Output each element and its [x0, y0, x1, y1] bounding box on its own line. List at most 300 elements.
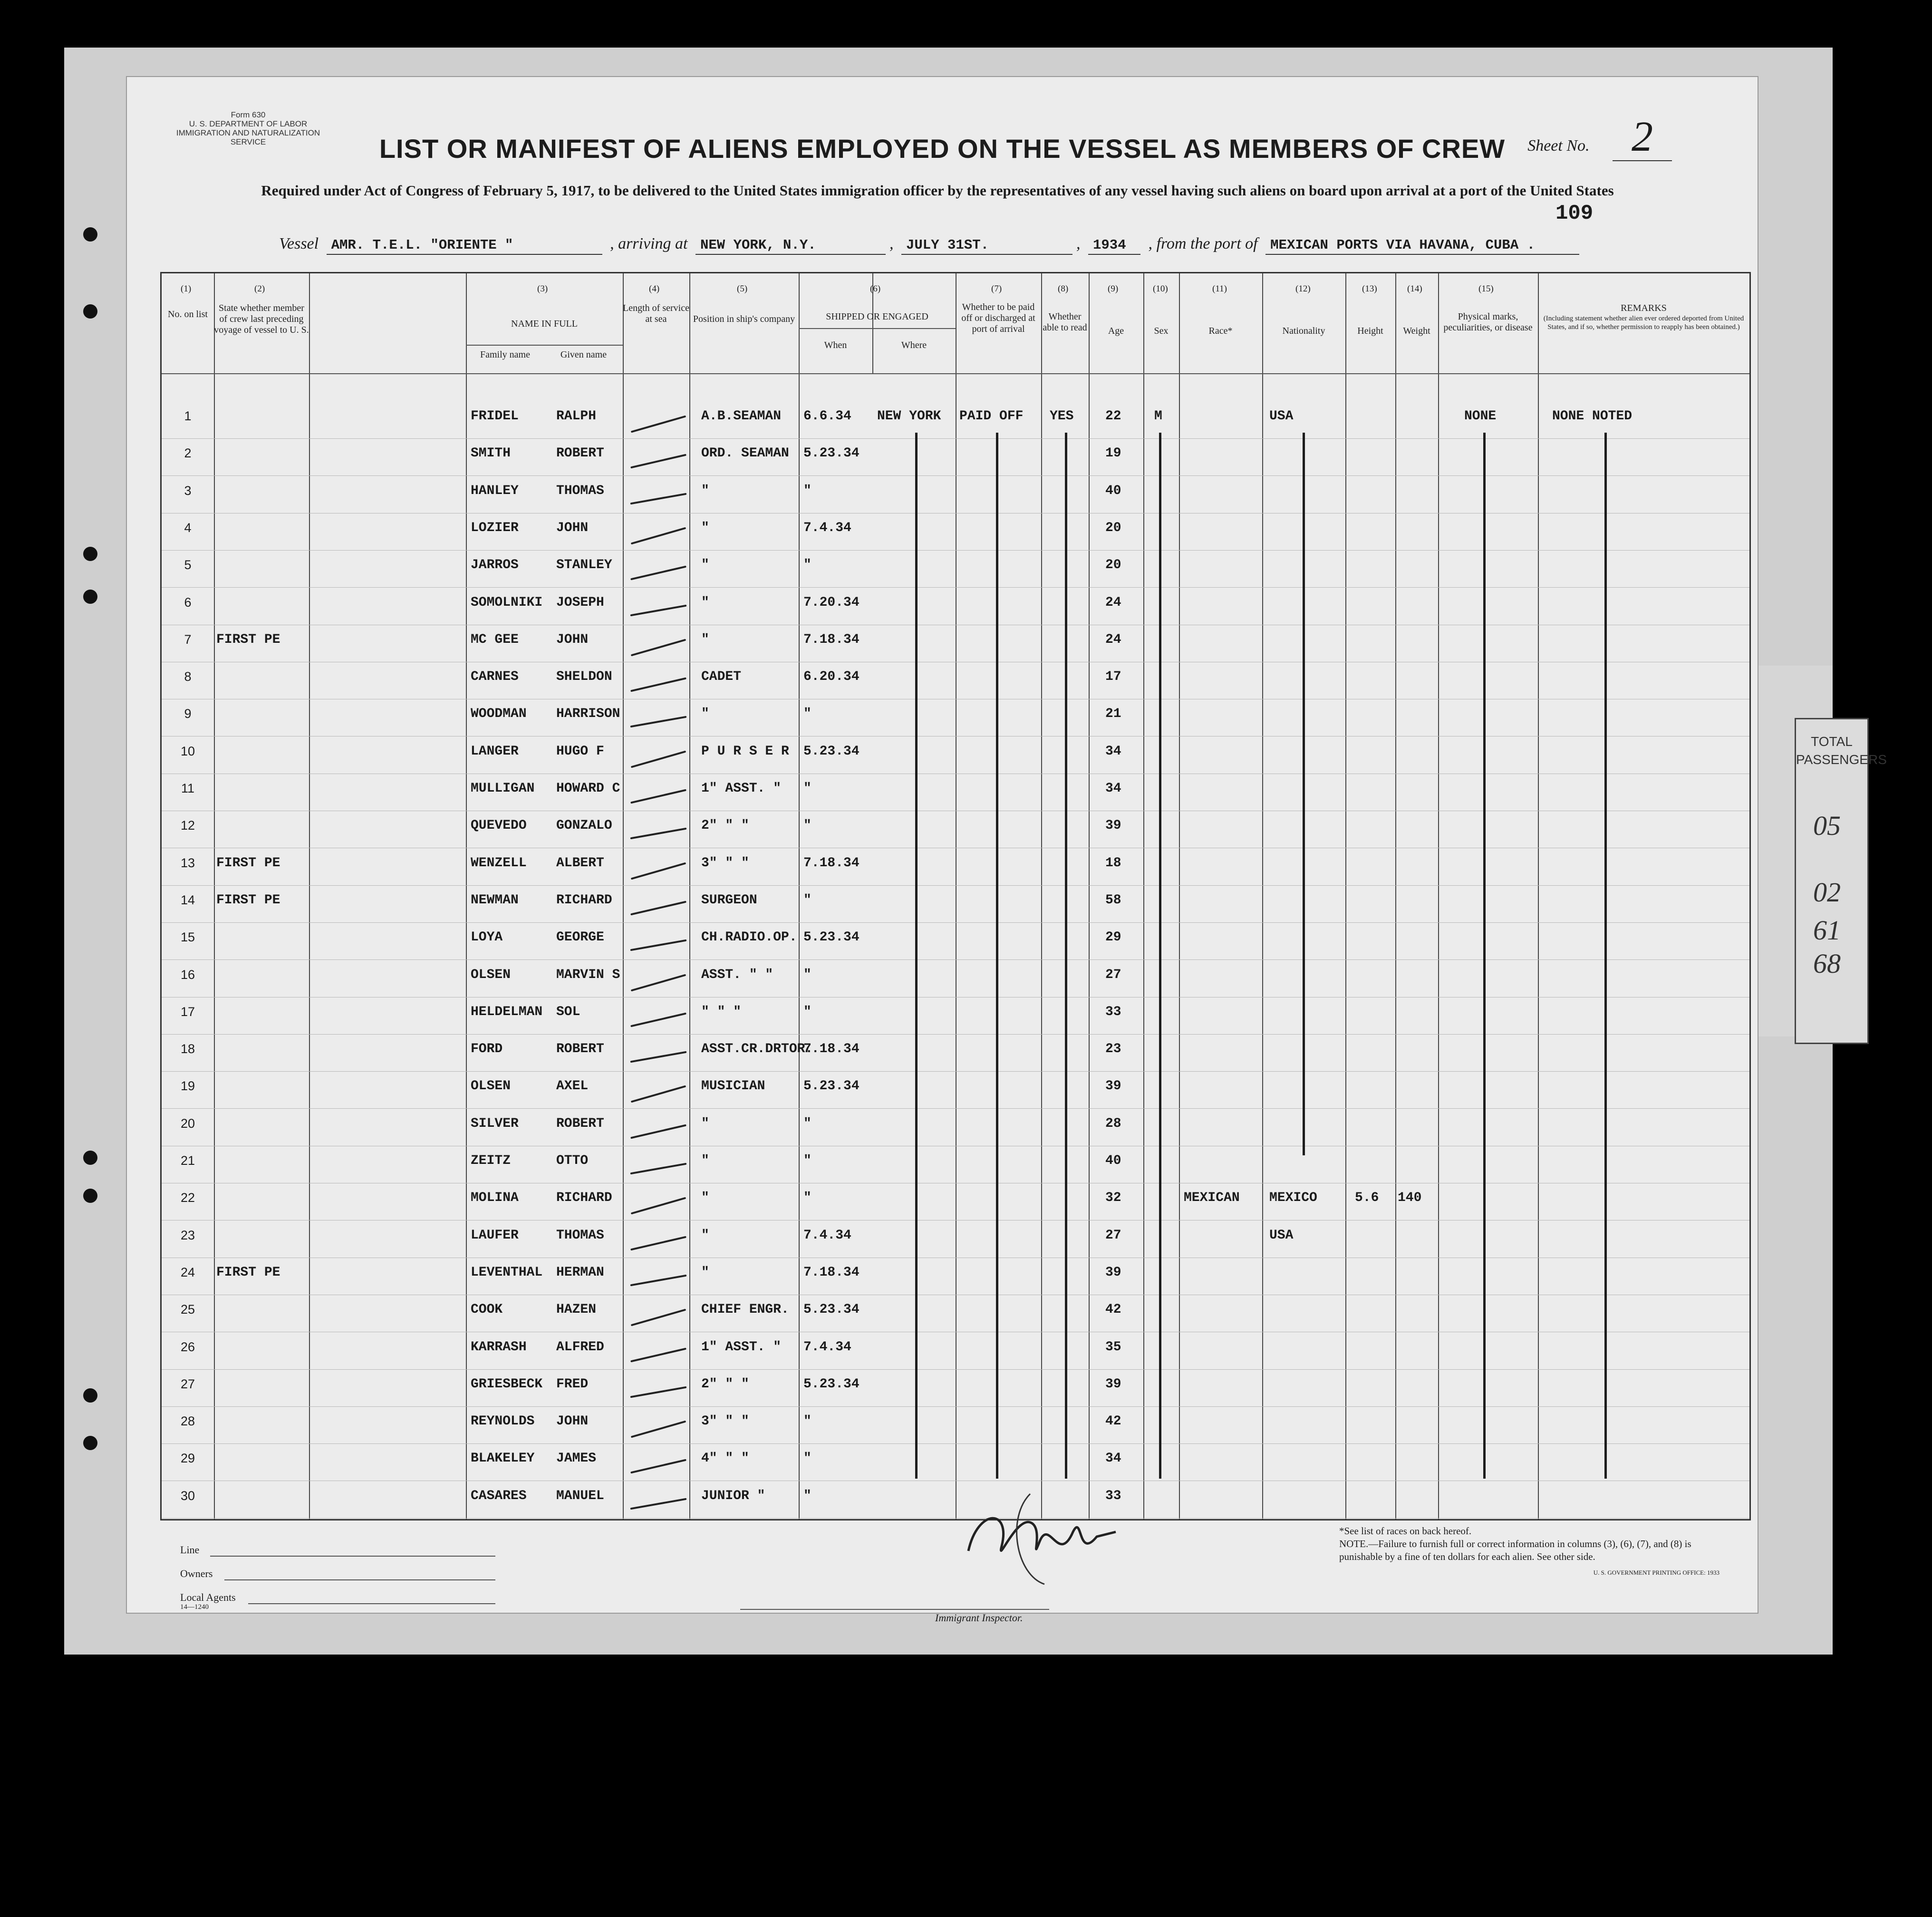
age: 17	[1105, 669, 1121, 685]
shipped-date: "	[803, 967, 811, 982]
row-rule	[162, 1443, 1749, 1444]
service-length-mark	[630, 1124, 686, 1139]
sheet-number-label: Sheet No.	[1527, 137, 1590, 155]
column-header: (Including statement whether alien ever ordered deported from United States, and if so, whether permission to reapply has been obtained.)	[1543, 315, 1744, 331]
service-length-mark	[631, 639, 686, 656]
arrival-port: NEW YORK, N.Y.	[696, 237, 886, 255]
binding-hole	[83, 304, 97, 319]
age: 39	[1105, 1265, 1121, 1280]
age: 40	[1105, 483, 1121, 498]
service-length-mark	[631, 1309, 686, 1326]
given-name: AXEL	[556, 1079, 589, 1094]
shipped-date: "	[803, 707, 811, 722]
given-name: ROBERT	[556, 446, 604, 461]
crew-table	[160, 272, 1751, 1520]
vessel-name: AMR. T.E.L. "ORIENTE "	[327, 237, 602, 255]
arrival-year: 1934	[1088, 237, 1140, 255]
service-length-mark	[630, 939, 687, 951]
row-number: 24	[180, 1265, 195, 1279]
shipped-date: "	[803, 1488, 811, 1503]
passenger-tally-card	[1795, 718, 1887, 1044]
position: 4" " "	[701, 1451, 749, 1466]
row-number: 16	[180, 967, 195, 982]
ditto-line	[1303, 433, 1305, 1155]
row-number: 26	[180, 1339, 195, 1354]
given-name: RICHARD	[556, 1191, 612, 1206]
service-length-mark	[631, 1197, 686, 1215]
family-name: FORD	[471, 1042, 503, 1057]
position: 3" " "	[701, 855, 749, 871]
row-number: 10	[180, 744, 195, 758]
family-name: BLAKELEY	[471, 1451, 535, 1466]
row-rule	[162, 438, 1749, 439]
fill-line	[210, 1556, 495, 1557]
tally-mark: 02	[1813, 877, 1841, 908]
position: "	[701, 1265, 709, 1280]
column-number: (9)	[1108, 284, 1119, 294]
tally-mark: 61	[1813, 915, 1841, 946]
shipped-date: "	[803, 1004, 811, 1019]
row-number: 12	[180, 818, 195, 833]
column-number: (3)	[537, 284, 548, 294]
column-header: Given name	[560, 349, 607, 360]
service-length-mark	[630, 1051, 687, 1063]
given-name: THOMAS	[556, 1228, 604, 1243]
previous-voyage: FIRST PE	[216, 855, 280, 871]
position: CADET	[701, 669, 742, 685]
row-number: 22	[180, 1191, 195, 1205]
family-name: WENZELL	[471, 855, 527, 871]
service-length-mark	[631, 750, 686, 768]
shipped-date: 7.4.34	[803, 520, 851, 535]
header-rule	[466, 345, 623, 346]
age: 33	[1105, 1004, 1121, 1019]
position: "	[701, 483, 709, 498]
position: "	[701, 632, 709, 647]
agents-label: Local Agents	[180, 1591, 236, 1603]
shipped-date: "	[803, 1116, 811, 1131]
binding-hole	[83, 590, 97, 604]
inspector-label: Immigrant Inspector.	[935, 1612, 1023, 1624]
age: 28	[1105, 1116, 1121, 1131]
printer-mark: U. S. GOVERNMENT PRINTING OFFICE: 1933	[1593, 1569, 1719, 1576]
age: 23	[1105, 1042, 1121, 1057]
row-number: 8	[184, 669, 192, 684]
given-name: SHELDON	[556, 669, 612, 685]
ditto-line	[1483, 433, 1486, 1479]
family-name: LANGER	[471, 744, 519, 759]
row-number: 7	[184, 632, 192, 647]
shipped-date: 6.20.34	[803, 669, 860, 685]
given-name: ROBERT	[556, 1116, 604, 1131]
footnote	[1339, 1525, 1719, 1579]
row-rule	[162, 885, 1749, 886]
previous-voyage: FIRST PE	[216, 1265, 280, 1280]
family-name: GRIESBECK	[471, 1376, 543, 1392]
service-length-mark	[631, 416, 686, 433]
service-length-mark	[630, 1275, 687, 1287]
given-name: OTTO	[556, 1153, 589, 1168]
given-name: HUGO F	[556, 744, 604, 759]
row-number: 25	[180, 1302, 195, 1317]
arriving-label: , arriving at	[610, 235, 688, 252]
family-name: HELDELMAN	[471, 1004, 543, 1019]
family-name: WOODMAN	[471, 707, 527, 722]
shipped-date: "	[803, 818, 811, 833]
age: 42	[1105, 1414, 1121, 1429]
shipped-date: 5.23.34	[803, 744, 860, 759]
row-number: 14	[180, 892, 195, 907]
row-rule	[162, 922, 1749, 923]
column-number: (12)	[1295, 284, 1311, 294]
age: 19	[1105, 446, 1121, 461]
age: 34	[1105, 744, 1121, 759]
position: "	[701, 1191, 709, 1206]
given-name: HAZEN	[556, 1302, 597, 1317]
sheet-number: 2	[1613, 113, 1672, 161]
service-length-mark	[630, 454, 686, 469]
given-name: RALPH	[556, 409, 597, 424]
family-name: LOYA	[471, 930, 503, 945]
age: 27	[1105, 967, 1121, 982]
family-name: NEWMAN	[471, 892, 519, 908]
inspector-signature	[959, 1489, 1159, 1589]
age: 34	[1105, 781, 1121, 796]
column-number: (15)	[1478, 284, 1494, 294]
row-number: 6	[184, 595, 192, 610]
column-number: (11)	[1212, 284, 1227, 294]
family-name: JARROS	[471, 558, 519, 573]
vessel-line: Vessel AMR. T.E.L. "ORIENTE " , arriving at NEW YORK, N.Y. , JULY 31ST. , 1934 , from the port of MEXICAN PORTS VIA HAVANA, CUBA .	[279, 235, 1583, 255]
column-header: When	[824, 340, 847, 350]
column-header: No. on list	[168, 309, 208, 320]
family-name: HANLEY	[471, 483, 519, 498]
family-name: SMITH	[471, 446, 511, 461]
column-header: State whether member of crew last preceding voyage of vessel to U. S.	[214, 303, 309, 335]
position: CH.RADIO.OP.	[701, 930, 797, 945]
family-name: COOK	[471, 1302, 503, 1317]
shipped-date: 5.23.34	[803, 1302, 860, 1317]
family-name: REYNOLDS	[471, 1414, 535, 1429]
shipped-date: "	[803, 892, 811, 908]
shipped-date: "	[803, 1153, 811, 1168]
shipped-date: 7.18.34	[803, 632, 860, 647]
position: ORD. SEAMAN	[701, 446, 789, 461]
given-name: JOHN	[556, 520, 589, 535]
position: SURGEON	[701, 892, 757, 908]
shipped-date: 7.20.34	[803, 595, 860, 610]
position: 1" ASST. "	[701, 1339, 782, 1355]
column-number: (8)	[1058, 284, 1069, 294]
age: 33	[1105, 1488, 1121, 1503]
column-header: Height	[1357, 326, 1383, 336]
column-number: (7)	[991, 284, 1002, 294]
given-name: FRED	[556, 1376, 589, 1392]
row-number: 19	[180, 1079, 195, 1094]
age: 58	[1105, 892, 1121, 908]
service-length-mark	[630, 828, 687, 840]
row-number: 13	[180, 855, 195, 870]
position: "	[701, 1228, 709, 1243]
form-department: U. S. DEPARTMENT OF LABOR	[189, 119, 308, 128]
given-name: ALBERT	[556, 855, 604, 871]
age: 18	[1105, 855, 1121, 871]
column-header: NAME IN FULL	[511, 319, 578, 329]
family-name: OLSEN	[471, 967, 511, 982]
column-header: SHIPPED OR ENGAGED	[826, 311, 928, 322]
service-length-mark	[630, 716, 687, 728]
position: "	[701, 520, 709, 535]
fill-line	[248, 1603, 495, 1604]
service-length-mark	[630, 1498, 687, 1510]
row-number: 17	[180, 1004, 195, 1019]
age: 39	[1105, 1079, 1121, 1094]
agents-code: 14—1240	[180, 1603, 209, 1611]
weight: 140	[1398, 1191, 1422, 1206]
family-name: MC GEE	[471, 632, 519, 647]
row-number: 23	[180, 1228, 195, 1242]
shipped-date: 7.18.34	[803, 855, 860, 871]
fill-line	[224, 1579, 495, 1580]
position: CHIEF ENGR.	[701, 1302, 789, 1317]
service-length-mark	[630, 678, 686, 692]
family-name: LOZIER	[471, 520, 519, 535]
ditto-line	[915, 433, 918, 1479]
row-rule	[162, 1518, 1749, 1519]
family-name: SILVER	[471, 1116, 519, 1131]
service-length-mark	[631, 527, 686, 544]
vessel-label: Vessel	[279, 235, 319, 252]
service-length-mark	[631, 862, 686, 880]
sex: M	[1154, 409, 1162, 424]
age: 22	[1105, 409, 1121, 424]
position: P U R S E R	[701, 744, 789, 759]
row-rule	[162, 1406, 1749, 1407]
given-name: ALFRED	[556, 1339, 604, 1355]
position: "	[701, 1116, 709, 1131]
page-title: LIST OR MANIFEST OF ALIENS EMPLOYED ON THE VESSEL AS MEMBERS OF CREW	[379, 134, 1506, 164]
row-rule	[162, 587, 1749, 588]
family-name: MULLIGAN	[471, 781, 535, 796]
age: 24	[1105, 632, 1121, 647]
race-footnote: *See list of races on back hereof.	[1339, 1525, 1472, 1537]
family-name: QUEVEDO	[471, 818, 527, 833]
shipped-date: 5.23.34	[803, 1079, 860, 1094]
age: 39	[1105, 818, 1121, 833]
column-number: (4)	[649, 284, 660, 294]
row-number: 5	[184, 558, 192, 572]
column-header: Where	[901, 340, 927, 350]
age: 21	[1105, 707, 1121, 722]
service-length-mark	[631, 1085, 686, 1103]
line-label: Line	[180, 1544, 200, 1556]
family-name: LEVENTHAL	[471, 1265, 543, 1280]
given-name: MANUEL	[556, 1488, 604, 1503]
previous-voyage: FIRST PE	[216, 632, 280, 647]
row-number: 27	[180, 1376, 195, 1391]
nationality: USA	[1269, 1228, 1294, 1243]
row-number: 28	[180, 1414, 195, 1429]
age: 20	[1105, 558, 1121, 573]
given-name: JOSEPH	[556, 595, 604, 610]
position: ASST.CR.DRTOR.	[701, 1042, 813, 1057]
position: "	[701, 1153, 709, 1168]
shipped-date: 7.4.34	[803, 1339, 851, 1355]
column-header: Whether to be paid off or discharged at port of arrival	[961, 302, 1035, 334]
able-to-read: YES	[1050, 409, 1074, 424]
given-name: MARVIN S	[556, 967, 620, 982]
given-name: HOWARD C	[556, 781, 620, 796]
position: MUSICIAN	[701, 1079, 765, 1094]
header-rule	[799, 328, 956, 329]
column-header: REMARKS	[1621, 303, 1667, 313]
binding-hole	[83, 1436, 97, 1450]
tally-mark: 05	[1813, 810, 1841, 841]
family-name: SOMOLNIKI	[471, 595, 543, 610]
service-length-mark	[630, 1347, 686, 1362]
column-header: Length of service at sea	[623, 303, 689, 324]
shipped-where: NEW YORK	[877, 409, 941, 424]
position: "	[701, 595, 709, 610]
position: "	[701, 707, 709, 722]
column-number: (6)	[870, 284, 881, 294]
age: 20	[1105, 520, 1121, 535]
row-rule	[162, 475, 1749, 476]
service-length-mark	[630, 604, 687, 616]
family-name: ZEITZ	[471, 1153, 511, 1168]
column-number: (2)	[254, 284, 265, 294]
column-header: Nationality	[1282, 326, 1325, 336]
page-subtitle: Required under Act of Congress of February 5, 1917, to be delivered to the United States immigration officer by the representatives of any vessel having such aliens on board upon arrival at a port of the United States	[261, 182, 1614, 199]
service-length-mark	[630, 1386, 687, 1398]
row-number: 15	[180, 930, 195, 945]
given-name: GONZALO	[556, 818, 612, 833]
fill-line	[740, 1609, 1049, 1610]
column-header: Sex	[1154, 326, 1169, 336]
given-name: JOHN	[556, 632, 589, 647]
age: 34	[1105, 1451, 1121, 1466]
position: 2" " "	[701, 818, 749, 833]
form-service: IMMIGRATION AND NATURALIZATION SERVICE	[176, 128, 320, 146]
column-header: Family name	[480, 349, 530, 360]
physical-marks: NONE	[1464, 409, 1497, 424]
position: "	[701, 558, 709, 573]
position: 1" ASST. "	[701, 781, 782, 796]
ditto-line	[1604, 433, 1607, 1479]
tally-title: TOTAL PASSENGERS	[1796, 734, 1887, 767]
nationality: MEXICO	[1269, 1191, 1317, 1206]
age: 39	[1105, 1376, 1121, 1392]
given-name: STANLEY	[556, 558, 612, 573]
form-number: Form 630	[231, 110, 266, 119]
family-name: CARNES	[471, 669, 519, 685]
row-number: 11	[181, 781, 195, 795]
shipped-date: 6.6.34	[803, 409, 851, 424]
owners-label: Owners	[180, 1568, 213, 1579]
age: 35	[1105, 1339, 1121, 1355]
given-name: THOMAS	[556, 483, 604, 498]
given-name: GEORGE	[556, 930, 604, 945]
manifest-sheet	[126, 76, 1758, 1624]
given-name: ROBERT	[556, 1042, 604, 1057]
height: 5.6	[1355, 1191, 1379, 1206]
service-length-mark	[630, 1012, 686, 1027]
row-number: 20	[180, 1116, 195, 1131]
column-header: Weight	[1403, 326, 1430, 336]
penalty-note: NOTE.—Failure to furnish full or correct information in columns (3), (6), (7), and (8) is punishable by a fine of ten dollars for each alien. See other side.	[1339, 1538, 1691, 1562]
shipped-date: 7.18.34	[803, 1265, 860, 1280]
shipped-date: "	[803, 1191, 811, 1206]
service-length-mark	[630, 1163, 687, 1175]
column-header: Whether able to read	[1043, 311, 1087, 333]
given-name: JAMES	[556, 1451, 597, 1466]
shipped-date: "	[803, 1414, 811, 1429]
nationality: USA	[1269, 409, 1294, 424]
header-rule	[162, 373, 1749, 374]
departure-port: MEXICAN PORTS VIA HAVANA, CUBA .	[1265, 237, 1579, 255]
age: 27	[1105, 1228, 1121, 1243]
age: 40	[1105, 1153, 1121, 1168]
from-label: , from the port of	[1148, 235, 1258, 252]
page-number: 109	[1555, 202, 1594, 225]
binding-hole	[83, 1151, 97, 1165]
shipped-date: "	[803, 483, 811, 498]
row-number: 1	[184, 409, 192, 423]
given-name: SOL	[556, 1004, 580, 1019]
shipped-date: "	[803, 781, 811, 796]
column-header: Physical marks, peculiarities, or disease	[1443, 311, 1533, 333]
row-number: 2	[184, 446, 192, 461]
family-name: MOLINA	[471, 1191, 519, 1206]
row-rule	[162, 959, 1749, 960]
position: JUNIOR "	[701, 1488, 765, 1503]
age: 42	[1105, 1302, 1121, 1317]
given-name: RICHARD	[556, 892, 612, 908]
paid-off: PAID OFF	[959, 409, 1024, 424]
ditto-line	[996, 433, 998, 1479]
ditto-line	[1065, 433, 1067, 1479]
row-rule	[162, 1071, 1749, 1072]
previous-voyage: FIRST PE	[216, 892, 280, 908]
row-rule	[162, 1034, 1749, 1035]
age: 24	[1105, 595, 1121, 610]
column-header: Age	[1108, 326, 1124, 336]
row-number: 9	[184, 707, 192, 721]
service-length-mark	[630, 1459, 686, 1474]
shipped-date: 5.23.34	[803, 446, 860, 461]
row-rule	[162, 1108, 1749, 1109]
column-number: (13)	[1362, 284, 1377, 294]
row-number: 18	[180, 1042, 195, 1056]
family-name: LAUFER	[471, 1228, 519, 1243]
column-number: (5)	[737, 284, 748, 294]
binding-hole	[83, 227, 97, 242]
column-header: Race*	[1208, 326, 1233, 336]
shipped-date: 5.23.34	[803, 930, 860, 945]
position: 2" " "	[701, 1376, 749, 1392]
shipped-date: "	[803, 1451, 811, 1466]
position: 3" " "	[701, 1414, 749, 1429]
column-number: (14)	[1407, 284, 1422, 294]
column-header: Position in ship's company	[693, 314, 795, 324]
service-length-mark	[630, 493, 687, 504]
shipped-date: "	[803, 558, 811, 573]
family-name: KARRASH	[471, 1339, 527, 1355]
given-name: JOHN	[556, 1414, 589, 1429]
row-number: 21	[180, 1153, 195, 1168]
binding-hole	[83, 547, 97, 561]
shipped-date: 5.23.34	[803, 1376, 860, 1392]
